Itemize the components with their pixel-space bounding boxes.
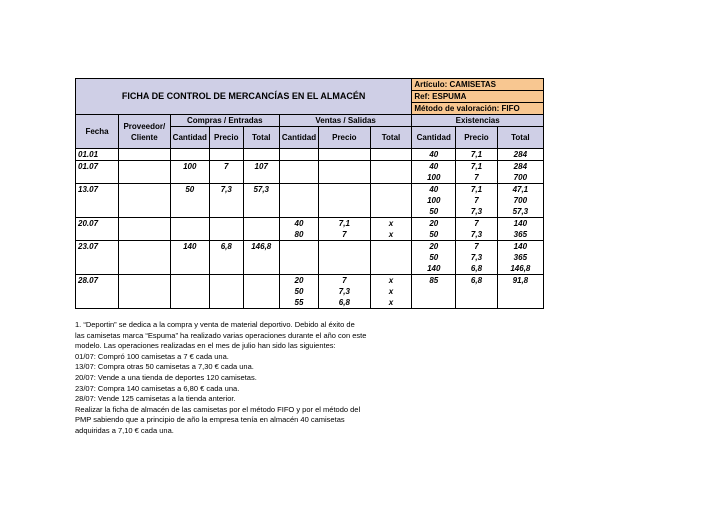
cell-v-cant [279,184,318,218]
cell-v-tot: x x [370,218,412,241]
cell-v-tot [370,149,412,161]
ref-label: Ref: ESPUMA [412,91,544,103]
cell-e-cant: 40 100 50 [412,184,456,218]
cell-v-tot [370,184,412,218]
cell-v-prec [319,149,371,161]
cell-c-tot [243,218,279,241]
note-line: modelo. Las operaciones realizadas en el mes de julio han sido las siguientes: [75,341,336,351]
cell-e-cant: 20 50 140 [412,241,456,275]
cell-e-cant: 40 100 [412,161,456,184]
cell-e-prec: 7 7,3 6,8 [456,241,498,275]
cell-c-tot [243,275,279,309]
cell-v-tot [370,241,412,275]
table-row [76,218,544,241]
cell-v-tot: x x x [370,275,412,309]
existencias-cantidad-header: Cantidad [412,127,456,149]
cell-prov [119,241,171,275]
cell-v-prec [319,161,371,184]
cell-e-tot: 284 700 [497,161,543,184]
cell-c-cant [170,149,209,161]
cell-v-cant: 40 80 [279,218,318,241]
cell-c-prec: 7,3 [209,184,243,218]
note-line: 28/07: Vende 125 camisetas a la tienda anterior. [75,394,236,404]
exercise-notes [75,320,405,437]
note-line: Realizar la ficha de almacén de las camisetas por el método FIFO y por el método del [75,404,361,414]
ventas-cantidad-header: Cantidad [279,127,318,149]
note-line: 13/07: Compra otras 50 camisetas a 7,30 € cada una. [75,362,254,372]
cell-v-prec: 7,1 7 [319,218,371,241]
cell-v-tot [370,161,412,184]
existencias-header: Existencias [412,115,544,127]
cell-v-cant: 20 50 55 [279,275,318,309]
cell-fecha: 20.07 [76,218,119,241]
table-row [76,184,544,218]
cell-fecha: 13.07 [76,184,119,218]
cell-v-prec [319,241,371,275]
cell-e-prec: 7,1 [456,149,498,161]
cell-prov [119,161,171,184]
note-line: 23/07: Compra 140 camisetas a 6,80 € cada una. [75,383,240,393]
cell-e-tot: 47,1 700 57,3 [497,184,543,218]
cell-c-prec [209,275,243,309]
warehouse-control-sheet [75,78,544,309]
cell-prov [119,218,171,241]
cell-e-prec: 7 7,3 [456,218,498,241]
cell-c-cant: 50 [170,184,209,218]
cell-prov [119,149,171,161]
cell-e-prec: 6,8 [456,275,498,309]
compras-header: Compras / Entradas [170,115,279,127]
cell-c-tot: 107 [243,161,279,184]
note-line: PMP sabiendo que a principio de año la empresa tenía en almacén 40 camisetas [75,415,345,425]
existencias-precio-header: Precio [456,127,498,149]
note-line: adquiridas a 7,10 € cada una. [75,425,174,435]
ventas-header: Ventas / Salidas [279,115,412,127]
cell-c-prec [209,218,243,241]
ventas-precio-header: Precio [319,127,371,149]
cell-c-cant [170,218,209,241]
note-line: 1. “Deportin” se dedica a la compra y venta de material deportivo. Debido al éxito de [75,320,355,329]
cell-e-prec: 7,1 7 [456,161,498,184]
cell-e-prec: 7,1 7 7,3 [456,184,498,218]
compras-precio-header: Precio [209,127,243,149]
cell-c-prec [209,149,243,161]
cell-c-tot: 146,8 [243,241,279,275]
note-line: las camisetas marca “Espuma” ha realizado varias operaciones durante el año con este [75,330,367,340]
cell-e-cant: 20 50 [412,218,456,241]
cell-prov [119,184,171,218]
cell-v-cant [279,161,318,184]
cell-fecha: 01.01 [76,149,119,161]
sheet-title: FICHA DE CONTROL DE MERCANCÍAS EN EL ALMACÉN [76,79,412,115]
table-row [76,161,544,184]
note-line: 01/07: Compró 100 camisetas a 7 € cada una. [75,351,229,361]
cell-fecha: 28.07 [76,275,119,309]
existencias-total-header: Total [497,127,543,149]
cell-e-tot: 91,8 [497,275,543,309]
cell-c-tot [243,149,279,161]
cell-c-prec: 6,8 [209,241,243,275]
cell-v-prec: 7 7,3 6,8 [319,275,371,309]
cell-e-cant: 40 [412,149,456,161]
proveedor-header: Proveedor/ Cliente [119,115,171,149]
cell-e-tot: 284 [497,149,543,161]
cell-c-cant: 140 [170,241,209,275]
table-row [76,275,544,309]
cell-fecha: 01.07 [76,161,119,184]
compras-cantidad-header: Cantidad [170,127,209,149]
cell-v-prec [319,184,371,218]
cell-c-cant [170,275,209,309]
cell-c-prec: 7 [209,161,243,184]
cell-e-tot: 140 365 [497,218,543,241]
article-label: Artículo: CAMISETAS [412,79,544,91]
valuation-method-label: Método de valoración: FIFO [412,103,544,115]
table-row [76,149,544,161]
cell-prov [119,275,171,309]
cell-e-cant: 85 [412,275,456,309]
ventas-total-header: Total [370,127,412,149]
cell-e-tot: 140 365 146,8 [497,241,543,275]
table-row [76,241,544,275]
cell-v-cant [279,149,318,161]
cell-fecha: 23.07 [76,241,119,275]
cell-c-tot: 57,3 [243,184,279,218]
compras-total-header: Total [243,127,279,149]
note-line: 20/07: Vende a una tienda de deportes 120 camisetas. [75,372,257,382]
cell-v-cant [279,241,318,275]
fecha-header: Fecha [76,115,119,149]
cell-c-cant: 100 [170,161,209,184]
